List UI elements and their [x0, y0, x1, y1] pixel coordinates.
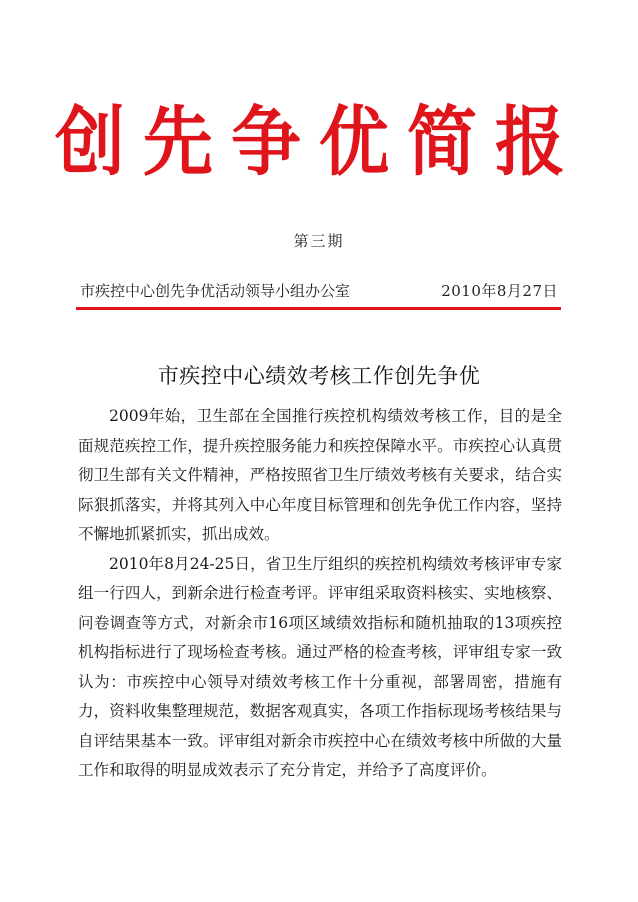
red-divider-line — [76, 307, 561, 310]
article-paragraph-2: 2010年8月24-25日，省卫生厅组织的疾控机构绩效考核评审专家组一行四人，到新余进行检查考评。评审组采取资料核实、实地核察、问卷调查等方式，对新余市16项区域绩效指标和随机抽取的13项疾控机构指标进行了现场检查考核。通过严格的检查考核，评审组专家一致认为：市疾控中心领导对绩效考核工作十分重视，部署周密，措施有力，资料收集整理规范，数据客观真实，各项工作指标现场考核结果与自评结果基本一致。评审组对新余市疾控中心在绩效考核中所做的大量工作和取得的明显成效表示了充分肯定，并给予了高度评价。 — [78, 554, 562, 779]
publish-date: 2010年8月27日 — [441, 282, 558, 300]
article-paragraph-1: 2009年始，卫生部在全国推行疾控机构绩效考核工作，目的是全面规范疾控工作，提升疾控服务能力和疾控保障水平。市疾控心认真贯彻卫生部有关文件精神，严格按照省卫生厅绩效考核有关要求，结合实际狠抓落实，并将其列入中心年度目标管理和创先争优工作内容，坚持不懈地抓紧抓实，抓出成效。 — [78, 407, 562, 543]
article-headline: 市疾控中心绩效考核工作创先争优 — [157, 364, 481, 388]
publisher-office: 市疾控中心创先争优活动领导小组办公室 — [80, 282, 351, 300]
article-body — [78, 402, 562, 786]
publisher-row — [80, 280, 558, 301]
bulletin-masthead-title: 创先争优简报 — [55, 96, 583, 187]
issue-number: 第三期 — [293, 232, 345, 250]
